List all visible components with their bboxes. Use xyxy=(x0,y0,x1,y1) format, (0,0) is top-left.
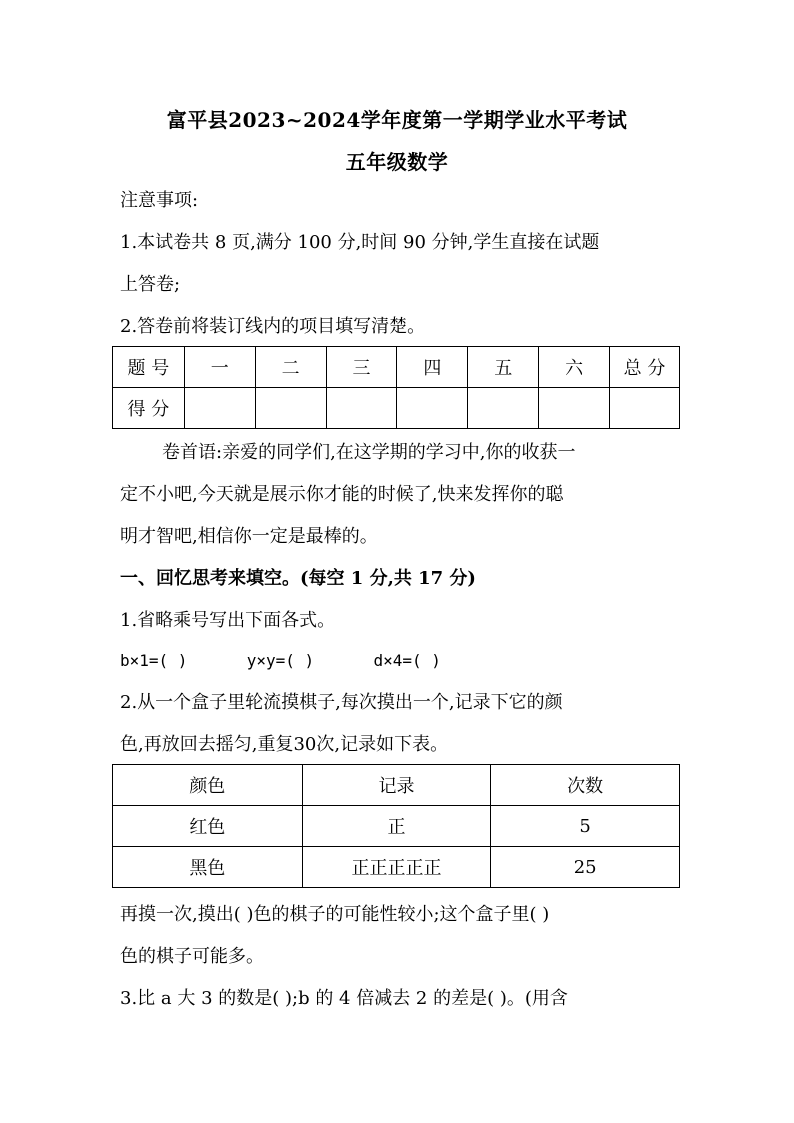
question-1-text: 1.省略乘号写出下面各式。 xyxy=(120,610,336,631)
record-color-cell: 黑色 xyxy=(113,847,303,888)
expr-y: y×y=( ) xyxy=(246,651,315,670)
section-1-heading: 一、回忆思考来填空。(每空 1 分,共 17 分) xyxy=(120,568,476,589)
score-entry-cell xyxy=(610,388,680,429)
preface-line-3: 明才智吧,相信你一定是最棒的。 xyxy=(120,526,378,547)
score-table-header-row xyxy=(113,347,680,388)
question-1-expressions xyxy=(120,648,680,674)
record-header-tally: 记录 xyxy=(302,765,491,806)
exam-subtitle: 五年级数学 xyxy=(345,150,449,174)
record-header-count: 次数 xyxy=(491,765,680,806)
score-cell: 四 xyxy=(397,347,468,388)
notes-item-2: 2.答卷前将装订线内的项目填写清楚。 xyxy=(120,316,426,337)
table-row xyxy=(113,806,680,847)
record-count-cell: 25 xyxy=(491,847,680,888)
score-entry-cell xyxy=(255,388,326,429)
score-table xyxy=(112,346,680,429)
expr-d: d×4=( ) xyxy=(373,651,441,670)
score-cell: 五 xyxy=(468,347,539,388)
notes-item-1-line-2: 上答卷; xyxy=(120,274,181,295)
notes-item-1-line-1: 1.本试卷共 8 页,满分 100 分,时间 90 分钟,学生直接在试题 xyxy=(120,232,600,253)
record-tally-cell: 正正正正正 xyxy=(302,847,491,888)
table-row xyxy=(113,847,680,888)
score-entry-cell xyxy=(539,388,610,429)
record-header-color: 颜色 xyxy=(113,765,303,806)
score-cell: 题 号 xyxy=(113,347,185,388)
record-color-cell: 红色 xyxy=(113,806,303,847)
record-table xyxy=(112,764,680,888)
score-cell: 总 分 xyxy=(610,347,680,388)
score-table-score-row xyxy=(113,388,680,429)
question-3-line-1: 3.比 a 大 3 的数是( );b 的 4 倍减去 2 的差是( )。(用含 xyxy=(120,988,568,1009)
notes-heading: 注意事项: xyxy=(120,190,199,211)
record-count-cell: 5 xyxy=(491,806,680,847)
score-entry-cell xyxy=(326,388,397,429)
score-entry-cell xyxy=(468,388,539,429)
expr-b: b×1=( ) xyxy=(120,651,188,670)
preface-line-1: 卷首语:亲爱的同学们,在这学期的学习中,你的收获一 xyxy=(162,442,576,463)
record-tally-cell: 正 xyxy=(302,806,491,847)
score-cell: 六 xyxy=(539,347,610,388)
preface-line-2: 定不小吧,今天就是展示你才能的时候了,快来发挥你的聪 xyxy=(120,484,564,505)
record-table-header-row xyxy=(113,765,680,806)
question-2-after-line-1: 再摸一次,摸出( )色的棋子的可能性较小;这个盒子里( ) xyxy=(120,904,550,925)
score-entry-cell xyxy=(184,388,255,429)
exam-title: 富平县2023~2024学年度第一学期学业水平考试 xyxy=(166,108,628,132)
score-cell: 二 xyxy=(255,347,326,388)
question-2-after-line-2: 色的棋子可能多。 xyxy=(120,946,264,967)
question-2-line-1: 2.从一个盒子里轮流摸棋子,每次摸出一个,记录下它的颜 xyxy=(120,692,563,713)
score-row-label: 得 分 xyxy=(113,388,185,429)
score-cell: 一 xyxy=(184,347,255,388)
score-entry-cell xyxy=(397,388,468,429)
score-cell: 三 xyxy=(326,347,397,388)
question-2-line-2: 色,再放回去摇匀,重复30次,记录如下表。 xyxy=(120,734,449,755)
